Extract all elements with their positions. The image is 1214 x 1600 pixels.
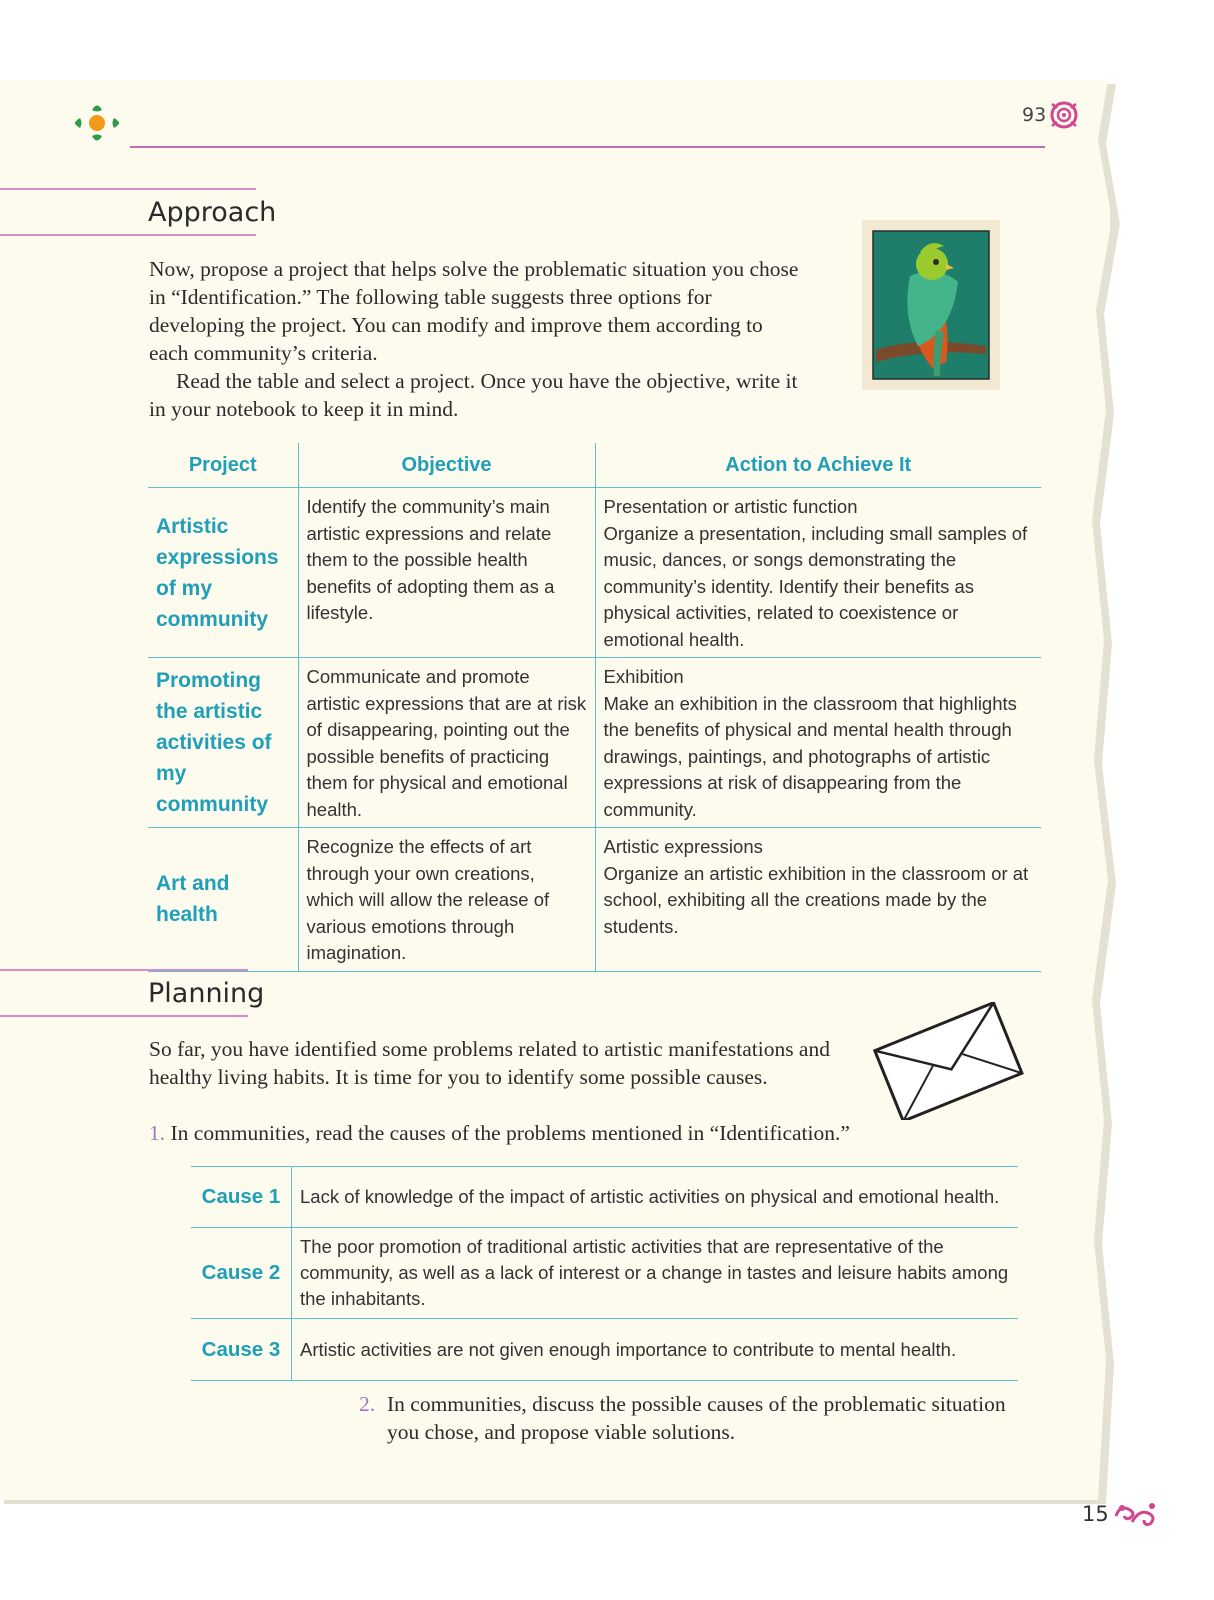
causes-table [191, 1166, 1018, 1381]
section-rule-bottom [0, 1015, 248, 1017]
section-rule-top [0, 969, 248, 971]
table-row [148, 488, 1041, 658]
approach-paragraph-1: Now, propose a project that helps solve the problematic situation you chose in “Identification.” The following table suggests three options for developing the project. You can modify and improve them according to each community’s criteria. [149, 257, 799, 365]
page-number-top: 93 [1022, 104, 1047, 126]
quetzal-stamp-image [862, 220, 1000, 390]
approach-heading: Approach [148, 197, 277, 228]
action-title: Artistic expressions [603, 836, 763, 857]
item-text: In communities, discuss the possible causes of the problematic situation you chose, and propose viable solutions. [387, 1392, 1006, 1444]
action-title: Presentation or artistic function [603, 496, 858, 517]
table-row [148, 658, 1041, 828]
action-title: Exhibition [603, 666, 684, 687]
project-objective: Identify the community’s main artistic expressions and relate them to the possible health benefits of adopting them as a lifestyle. [298, 488, 595, 658]
project-name: Promoting the artistic activities of my community [148, 658, 298, 828]
envelope-icon [870, 1002, 1026, 1120]
cause-label: Cause 3 [191, 1319, 292, 1381]
approach-text [149, 255, 799, 423]
section-rule-top [0, 188, 256, 190]
header-objective: Objective [298, 443, 595, 488]
flower-ornament-icon [70, 98, 124, 150]
header-rule [130, 146, 1045, 148]
aztec-glyph-icon [1112, 1500, 1160, 1530]
table-row [191, 1319, 1018, 1381]
project-table [148, 443, 1041, 972]
action-text: Make an exhibition in the classroom that highlights the benefits of physical and mental health through drawings, paintings, and photographs of artistic expressions at risk of disappearing from the community. [603, 692, 1017, 820]
table-row [191, 1228, 1018, 1319]
header-project: Project [148, 443, 298, 488]
action-text: Organize an artistic exhibition in the classroom or at school, exhibiting all the creations made by the students. [603, 862, 1029, 937]
cause-text: The poor promotion of traditional artistic activities that are representative of the community, as well as a lack of interest or a change in tastes and leisure habits among the inhabitants. [292, 1228, 1019, 1319]
project-action [595, 658, 1041, 828]
project-name: Art and health [148, 828, 298, 972]
project-table-header [148, 443, 1041, 488]
item-number: 2. [359, 1392, 376, 1416]
page-number-bottom: 15 [1082, 1502, 1109, 1526]
section-rule-bottom [0, 234, 256, 236]
planning-item-1 [149, 1119, 929, 1147]
item-text: In communities, read the causes of the problems mentioned in “Identification.” [170, 1121, 850, 1145]
approach-paragraph-2: Read the table and select a project. Once you have the objective, write it in your notebook to keep it in mind. [149, 369, 798, 421]
header-action: Action to Achieve It [595, 443, 1041, 488]
planning-heading: Planning [148, 978, 265, 1009]
cause-label: Cause 2 [191, 1228, 292, 1319]
action-text: Organize a presentation, including small samples of music, dances, or songs demonstrating the community’s identity. Identify their benefits as physical activities, related to coexistence or emotional health. [603, 522, 1028, 650]
project-objective: Communicate and promote artistic expressions that are at risk of disappearing, pointing out the possible benefits of practicing them for physical and emotional health. [298, 658, 595, 828]
item-number: 1. [149, 1121, 166, 1145]
table-row [148, 828, 1041, 972]
project-name: Artistic expressions of my community [148, 488, 298, 658]
cause-text: Lack of knowledge of the impact of artistic activities on physical and emotional health. [292, 1167, 1019, 1228]
table-row [191, 1167, 1018, 1228]
planning-paragraph: So far, you have identified some problems related to artistic manifestations and healthy living habits. It is time for you to identify some possible causes. [149, 1037, 830, 1089]
planning-item-2 [359, 1390, 1019, 1446]
project-action [595, 488, 1041, 658]
cause-label: Cause 1 [191, 1167, 292, 1228]
cause-text: Artistic activities are not given enough importance to contribute to mental health. [292, 1319, 1019, 1381]
project-objective: Recognize the effects of art through your own creations, which will allow the release of various emotions through imagination. [298, 828, 595, 972]
spiral-glyph-icon [1048, 98, 1080, 132]
project-action [595, 828, 1041, 972]
